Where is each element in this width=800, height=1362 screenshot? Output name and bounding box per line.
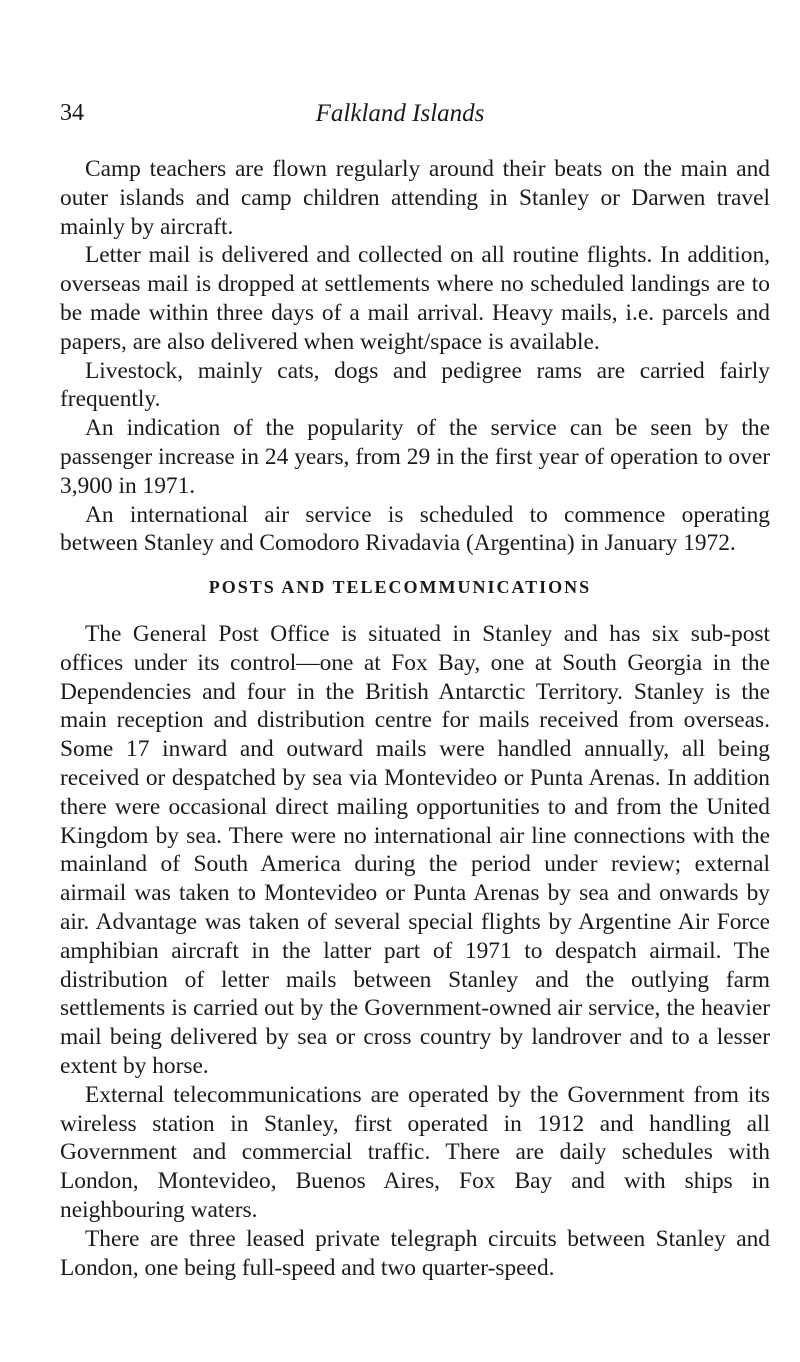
paragraph: The General Post Office is situated in Stanley and has six sub-post offices under its control—one at Fox Bay, one at South Georgia in the Dependencies and four in the British Antarctic Territory. Stanley is the main reception and distribution centre for mails received from overseas. Some 17 inward and outward mails were handled annually, all being received or despatched by sea via Montevideo or Punta Arenas. In addition there were occasional direct mailing opportunities to and from the United Kingdom by sea. There were no international air line connections with the mainland of South America during the period under review; external airmail was taken to Montevideo or Punta Arenas by sea and onwards by air. Advantage was taken of several special flights by Argentine Air Force amphibian aircraft in the latter part of 1971 to despatch airmail. The distribution of letter mails between Stanley and the outlying farm settlements is carried out by the Government-owned air service, the heavier mail being delivered by sea or cross country by landrover and to a lesser extent by horse. bbox=[60, 621, 770, 1079]
page-number: 34 bbox=[60, 100, 84, 126]
paragraph: Camp teachers are flown regularly around their beats on the main and outer islands and camp children attending in Stanley or Darwen travel mainly by aircraft. bbox=[60, 156, 770, 240]
paragraph: Letter mail is delivered and collected on all routine flights. In addition, overseas mail is dropped at settlements where no scheduled landings are to be made within three days of a mail arrival. Heavy mails, i.e. parcels and papers, are also delivered when weight/space is available. bbox=[60, 242, 770, 355]
page-header bbox=[60, 100, 740, 134]
section-heading: POSTS AND TELECOMMUNICATIONS bbox=[208, 577, 592, 597]
posts-telecom-section bbox=[60, 620, 770, 1282]
paragraph: There are three leased private telegraph circuits between Stanley and London, one being full-speed and two quarter-speed. bbox=[60, 1225, 770, 1281]
running-title: Falkland Islands bbox=[315, 100, 485, 127]
paragraph: External telecommunications are operated by the Government from its wireless station in Stanley, first operated in 1912 and handling all Government and commercial traffic. There are daily schedules with London, Montevideo, Buenos Aires, Fox Bay and with ships in neighbouring waters. bbox=[60, 1081, 770, 1223]
air-service-section bbox=[60, 155, 770, 558]
paragraph: Livestock, mainly cats, dogs and pedigree rams are carried fairly frequently. bbox=[60, 357, 770, 413]
paragraph: An international air service is scheduled to commence operating between Stanley and Comodoro Rivadavia (Argentina) in January 1972. bbox=[60, 501, 770, 557]
paragraph: An indication of the popularity of the service can be seen by the passenger increase in 24 years, from 29 in the first year of operation to over 3,900 in 1971. bbox=[60, 415, 770, 499]
